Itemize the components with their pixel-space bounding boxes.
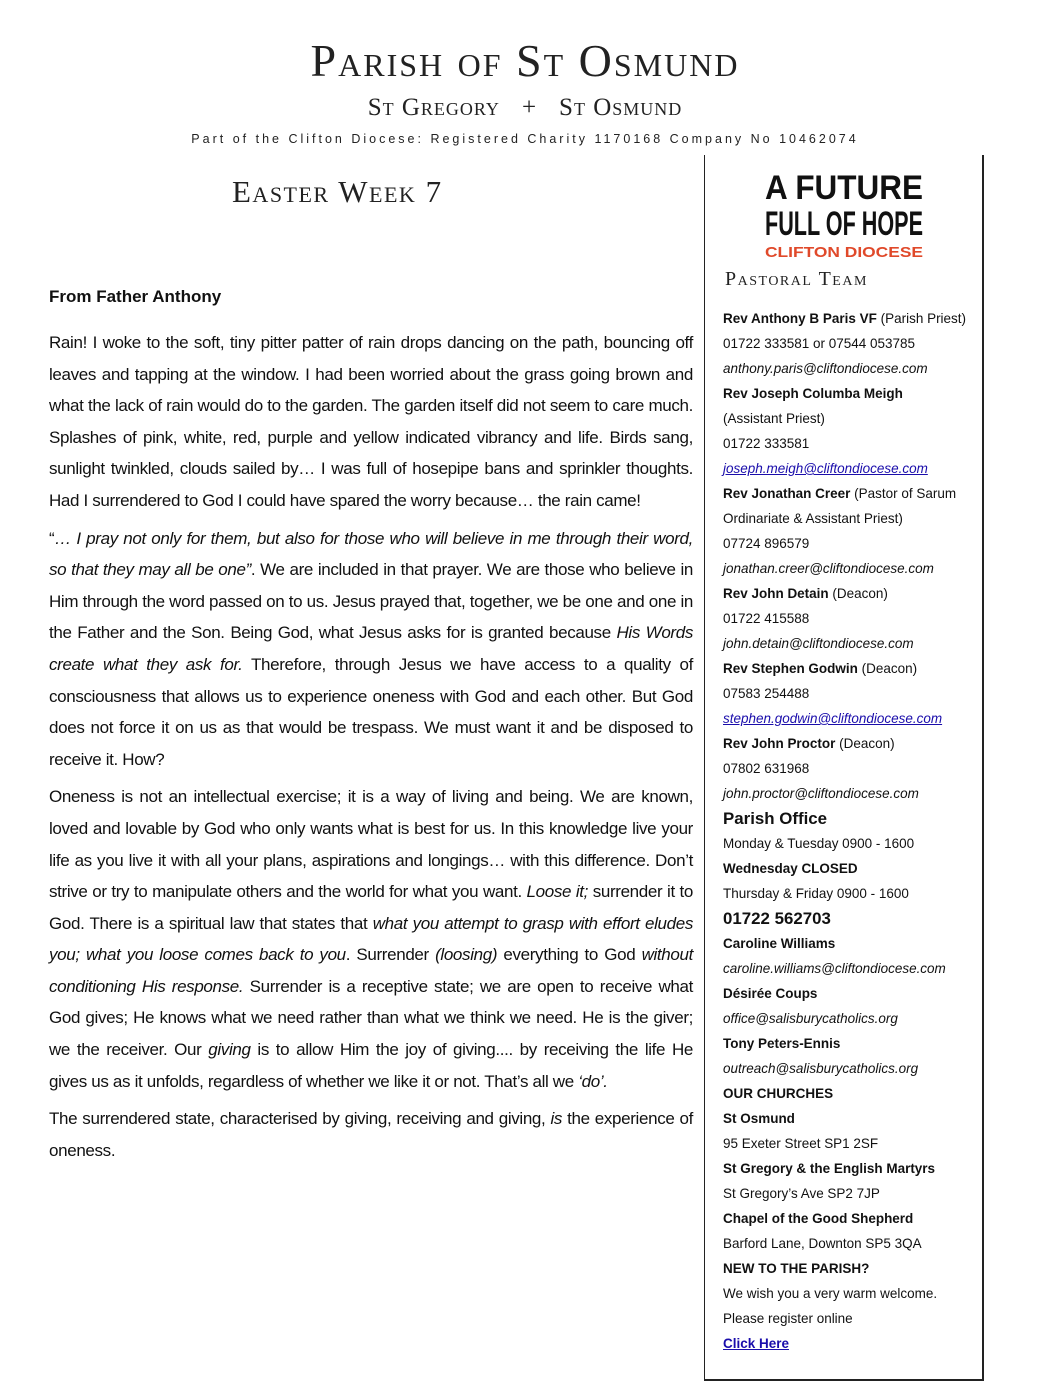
sidebar-text: Barford Lane, Downton SP5 3QA bbox=[723, 1236, 922, 1251]
sidebar-row[interactable] bbox=[723, 1331, 979, 1356]
sidebar-row bbox=[723, 831, 979, 856]
sidebar-row bbox=[723, 656, 979, 681]
paragraph-text: everything to God bbox=[497, 945, 642, 965]
sidebar-text: St Gregory’s Ave SP2 7JP bbox=[723, 1186, 880, 1201]
sidebar-text: 07802 631968 bbox=[723, 761, 810, 776]
sidebar-link[interactable]: stephen.godwin@cliftondiocese.com bbox=[723, 711, 943, 726]
sidebar-text: 07724 896579 bbox=[723, 536, 810, 551]
logo-line2: FULL OF HOPE bbox=[765, 205, 923, 243]
parish-title: Parish of St Osmund bbox=[310, 35, 740, 86]
sidebar-text: Chapel of the Good Shepherd bbox=[723, 1211, 914, 1226]
article-body bbox=[49, 327, 693, 1166]
sidebar-text: Rev Joseph Columba Meigh bbox=[723, 386, 903, 401]
sidebar-row bbox=[723, 1031, 979, 1056]
week-title: Easter Week 7 bbox=[232, 174, 443, 209]
sidebar-text: Please register online bbox=[723, 1311, 853, 1326]
sidebar-text: outreach@salisburycatholics.org bbox=[723, 1061, 919, 1076]
sidebar-row bbox=[723, 956, 979, 981]
sidebar-row[interactable] bbox=[723, 456, 979, 481]
sidebar-row bbox=[723, 1131, 979, 1156]
paragraph-text: Surrender is a receptive state; we are open to receive what God gives; He knows what we need rather than what we think we need. He is the giver; we the receiver. Our bbox=[49, 976, 693, 1060]
sidebar-role: (Pastor of Sarum bbox=[850, 486, 957, 501]
sidebar-text: 01722 415588 bbox=[723, 611, 810, 626]
emphasis-text: … I pray not only for them, but also for those who will believe in me through their word, so that they may all be one” bbox=[49, 528, 693, 580]
church-name-right: St Osmund bbox=[559, 94, 683, 121]
sidebar-text: (Assistant Priest) bbox=[723, 411, 825, 426]
sidebar-row bbox=[723, 356, 979, 381]
sidebar-row bbox=[723, 1206, 979, 1231]
emphasis-text: is bbox=[550, 1109, 563, 1129]
sidebar-row bbox=[723, 331, 979, 356]
sidebar-text: Wednesday CLOSED bbox=[723, 861, 858, 876]
sidebar-row bbox=[723, 881, 979, 906]
paragraph-text: The surrendered state, characterised by giving, receiving and giving, bbox=[49, 1109, 551, 1129]
logo-line1: A FUTURE bbox=[765, 169, 923, 207]
sidebar-row bbox=[723, 1006, 979, 1031]
sidebar-text: Rev Anthony B Paris VF bbox=[723, 311, 877, 326]
sidebar-row bbox=[723, 981, 979, 1006]
sidebar-row bbox=[723, 406, 979, 431]
sidebar-row bbox=[723, 631, 979, 656]
sidebar-text: NEW TO THE PARISH? bbox=[723, 1261, 870, 1276]
emphasis-text: giving bbox=[208, 1040, 251, 1060]
sidebar-row bbox=[723, 1181, 979, 1206]
sidebar-row bbox=[723, 1106, 979, 1131]
sidebar-row bbox=[723, 556, 979, 581]
sidebar-row bbox=[723, 581, 979, 606]
sidebar-text: We wish you a very warm welcome. bbox=[723, 1286, 938, 1301]
sidebar-link[interactable]: joseph.meigh@cliftondiocese.com bbox=[723, 461, 928, 476]
sidebar-row bbox=[723, 1056, 979, 1081]
sidebar-row bbox=[723, 856, 979, 881]
sidebar-text: caroline.williams@cliftondiocese.com bbox=[723, 961, 946, 976]
sidebar-text: Rev John Detain bbox=[723, 586, 829, 601]
emphasis-text: Loose it; bbox=[526, 882, 588, 902]
sidebar-row bbox=[723, 681, 979, 706]
article bbox=[49, 283, 693, 1172]
sidebar-text: St Osmund bbox=[723, 1111, 795, 1126]
sidebar bbox=[704, 155, 984, 1381]
paragraph-text: . Surrender bbox=[345, 945, 436, 965]
sidebar-row[interactable] bbox=[723, 706, 979, 731]
sidebar-link[interactable]: Click Here bbox=[723, 1336, 789, 1351]
sidebar-role: (Deacon) bbox=[857, 661, 918, 676]
sidebar-text: john.detain@cliftondiocese.com bbox=[723, 636, 914, 651]
sidebar-role: (Deacon) bbox=[828, 586, 888, 601]
sidebar-role: (Deacon) bbox=[835, 736, 895, 751]
article-paragraph bbox=[49, 1103, 693, 1166]
diocese-logo bbox=[759, 163, 929, 261]
article-paragraph bbox=[49, 781, 693, 1097]
church-name-left: St Gregory bbox=[367, 94, 500, 121]
sidebar-text: Ordinariate & Assistant Priest) bbox=[723, 511, 903, 526]
sidebar-text: anthony.paris@cliftondiocese.com bbox=[723, 361, 928, 376]
sidebar-row bbox=[723, 781, 979, 806]
pastoral-team-list bbox=[723, 306, 981, 1356]
sidebar-row bbox=[723, 806, 979, 831]
sidebar-text: Rev John Proctor bbox=[723, 736, 836, 751]
sidebar-text: Monday & Tuesday 0900 - 1600 bbox=[723, 836, 915, 851]
sidebar-row bbox=[723, 1256, 979, 1281]
sidebar-row bbox=[723, 1281, 979, 1306]
sidebar-text: 07583 254488 bbox=[723, 686, 810, 701]
sidebar-row bbox=[723, 531, 979, 556]
sidebar-text: Rev Stephen Godwin bbox=[723, 661, 858, 676]
sidebar-text: Thursday & Friday 0900 - 1600 bbox=[723, 886, 909, 901]
sidebar-text: jonathan.creer@cliftondiocese.com bbox=[723, 561, 934, 576]
paragraph-text: Oneness is not an intellectual exercise; it is a way of living and being. We are known, loved and lovable by God who only wants what is best for us. In this knowledge live your life as you live it with all your plans, aspirations and longings… with this difference. Don’t strive or try to manipulate others and the world for what you want. bbox=[49, 787, 693, 902]
sidebar-text: Parish Office bbox=[723, 809, 828, 828]
emphasis-text: His Words create what they ask for. bbox=[49, 623, 693, 674]
churches-subtitle bbox=[0, 94, 1050, 122]
sidebar-row bbox=[723, 731, 979, 756]
sidebar-row bbox=[723, 506, 979, 531]
sidebar-row bbox=[723, 1306, 979, 1331]
article-paragraph bbox=[49, 523, 693, 776]
sidebar-text: 01722 333581 or 07544 053785 bbox=[723, 336, 915, 351]
sidebar-row bbox=[723, 906, 979, 931]
sidebar-text: john.proctor@cliftondiocese.com bbox=[723, 786, 919, 801]
emphasis-text: what you attempt to grasp with effort eludes you; what you loose comes back to you bbox=[49, 913, 693, 965]
paragraph-text: Therefore, through Jesus we have access to a quality of consciousness that allows us to experience oneness with God and each other. But God does not force it on us as that would be trespass. We must want it and be disposed to receive it. How? bbox=[49, 654, 693, 769]
plus-separator: + bbox=[521, 94, 538, 121]
emphasis-text: without conditioning His response. bbox=[49, 945, 693, 996]
sidebar-text: 01722 562703 bbox=[723, 909, 831, 928]
sidebar-row bbox=[723, 381, 979, 406]
logo-caption: CLIFTON DIOCESE bbox=[765, 244, 923, 261]
paragraph-text: is to allow Him the joy of giving.... by receiving the life He gives us as it unfolds, regardless of whether we like it or not. That’s all we bbox=[49, 1040, 694, 1091]
sidebar-text: Désirée Coups bbox=[723, 986, 818, 1001]
sidebar-text: office@salisburycatholics.org bbox=[723, 1011, 898, 1026]
emphasis-text: ‘do’. bbox=[578, 1071, 608, 1091]
article-heading: From Father Anthony bbox=[49, 287, 222, 306]
paragraph-text: the experience of oneness. bbox=[49, 1109, 693, 1160]
paragraph-text: “ bbox=[49, 528, 55, 548]
sidebar-row bbox=[723, 756, 979, 781]
sidebar-row bbox=[723, 431, 979, 456]
sidebar-role: (Parish Priest) bbox=[876, 311, 967, 326]
sidebar-text: Caroline Williams bbox=[723, 936, 836, 951]
sidebar-text: 95 Exeter Street SP1 2SF bbox=[723, 1136, 879, 1151]
paragraph-text: . We are included in that prayer. We are those who believe in Him through the word passed on to us. Jesus prayed that, together, we be one and one in the Father and the Son. Being God, what Jesus asks for is granted because bbox=[49, 560, 694, 643]
sidebar-text: Tony Peters-Ennis bbox=[723, 1036, 841, 1051]
sidebar-row bbox=[723, 1231, 979, 1256]
sidebar-text: 01722 333581 bbox=[723, 436, 810, 451]
sidebar-row bbox=[723, 931, 979, 956]
sidebar-text: OUR CHURCHES bbox=[723, 1086, 834, 1101]
sidebar-row bbox=[723, 1156, 979, 1181]
sidebar-row bbox=[723, 606, 979, 631]
sidebar-text: St Gregory & the English Martyrs bbox=[723, 1161, 936, 1176]
charity-line: Part of the Clifton Diocese: Registered Charity 1170168 Company No 10462074 bbox=[191, 132, 859, 146]
sidebar-row bbox=[723, 306, 979, 331]
emphasis-text: (loosing) bbox=[435, 945, 498, 965]
article-paragraph bbox=[49, 327, 693, 517]
sidebar-row bbox=[723, 1081, 979, 1106]
paragraph-text: surrender it to God. There is a spiritual law that states that bbox=[49, 882, 693, 933]
paragraph-text: Rain! I woke to the soft, tiny pitter patter of rain drops dancing on the path, bouncing off leaves and tapping at the window. I had been worried about the grass going brown and what the lack of rain would do to the garden. The garden itself did not seem to care much. Splashes of pink, white, red, purple and yellow indicated vibrancy and life. Birds sang, sunlight twinkled, clouds sailed by… I was full of hosepipe bans and sprinkler thoughts. Had I surrendered to God I could have spared the worry because… the rain came! bbox=[49, 333, 693, 510]
sidebar-row bbox=[723, 481, 979, 506]
pastoral-team-heading: Pastoral Team bbox=[725, 268, 868, 290]
sidebar-text: Rev Jonathan Creer bbox=[723, 486, 851, 501]
